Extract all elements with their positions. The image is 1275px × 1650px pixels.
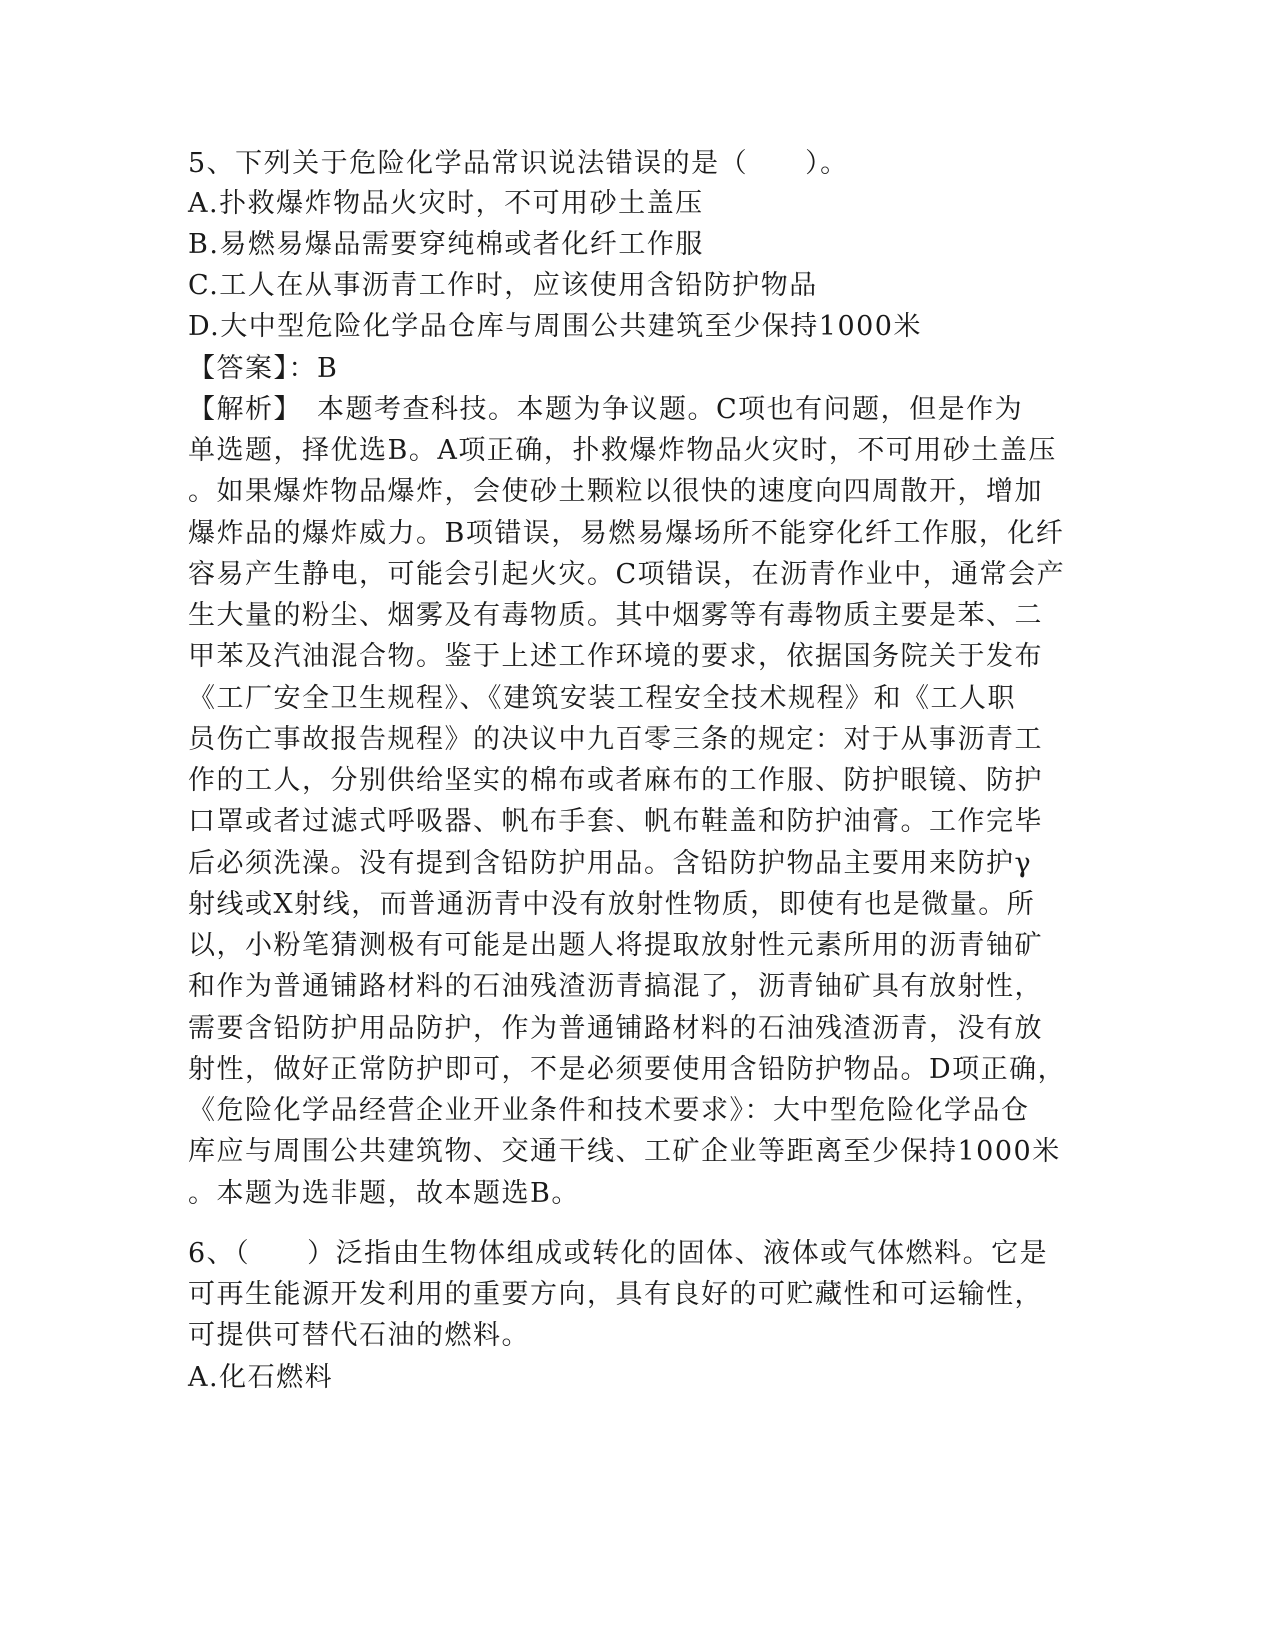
analysis-line: 《工厂安全卫生规程》、《建筑安装工程安全技术规程》和《工人职 xyxy=(188,683,1016,714)
analysis-line: 库应与周围公共建筑物、交通干线、工矿企业等距离至少保持1000米 xyxy=(188,1136,1061,1167)
question-5-option-b: B.易燃易爆品需要穿纯棉或者化纤工作服 xyxy=(188,229,704,260)
analysis-line: 以，小粉笔猜测极有可能是出题人将提取放射性元素所用的沥青铀矿 xyxy=(188,930,1043,961)
analysis-line: 。本题为选非题，故本题选B。 xyxy=(188,1178,580,1209)
analysis-line: 需要含铅防护用品防护，作为普通铺路材料的石油残渣沥青，没有放 xyxy=(188,1013,1043,1044)
question-5-stem: 5、下列关于危险化学品常识说法错误的是（ ）。 xyxy=(188,148,849,179)
analysis-line: 单选题，择优选B。A项正确，扑救爆炸物品火灾时，不可用砂土盖压 xyxy=(188,435,1057,466)
question-5-option-c: C.工人在从事沥青工作时，应该使用含铅防护物品 xyxy=(188,270,818,301)
question-5-option-d: D.大中型危险化学品仓库与周围公共建筑至少保持1000米 xyxy=(188,311,922,342)
analysis-line: 容易产生静电，可能会引起火灾。C项错误，在沥青作业中，通常会产 xyxy=(188,559,1066,590)
question-5-answer: 【答案】：B xyxy=(188,353,339,384)
question-5-option-a: A.扑救爆炸物品火灾时，不可用砂土盖压 xyxy=(188,188,704,219)
question-6-stem-line: 6、（ ）泛指由生物体组成或转化的固体、液体或气体燃料。它是 xyxy=(188,1238,1049,1269)
analysis-line: 爆炸品的爆炸威力。B项错误，易燃易爆场所不能穿化纤工作服，化纤 xyxy=(188,518,1065,549)
analysis-line: 。如果爆炸物品爆炸，会使砂土颗粒以很快的速度向四周散开，增加 xyxy=(188,476,1043,507)
analysis-line: 射性，做好正常防护即可，不是必须要使用含铅防护物品。D项正确， xyxy=(188,1054,1067,1085)
analysis-line: 生大量的粉尘、烟雾及有毒物质。其中烟雾等有毒物质主要是苯、二 xyxy=(188,600,1043,631)
analysis-line: 后必须洗澡。没有提到含铅防护用品。含铅防护物品主要用来防护γ xyxy=(188,848,1033,879)
analysis-line: 射线或X射线，而普通沥青中没有放射性物质，即使有也是微量。所 xyxy=(188,889,1036,920)
analysis-line: 《危险化学品经营企业开业条件和技术要求》：大中型危险化学品仓 xyxy=(188,1095,1030,1126)
analysis-line: 和作为普通铺路材料的石油残渣沥青搞混了，沥青铀矿具有放射性， xyxy=(188,971,1043,1002)
question-6-stem-line: 可再生能源开发利用的重要方向，具有良好的可贮藏性和可运输性， xyxy=(188,1279,1043,1310)
analysis-line: 作的工人，分别供给坚实的棉布或者麻布的工作服、防护眼镜、防护 xyxy=(188,765,1043,796)
question-6-stem-line: 可提供可替代石油的燃料。 xyxy=(188,1320,530,1351)
analysis-line: 口罩或者过滤式呼吸器、帆布手套、帆布鞋盖和防护油膏。工作完毕 xyxy=(188,806,1043,837)
question-6-option-a: A.化石燃料 xyxy=(188,1362,334,1393)
analysis-line: 员伤亡事故报告规程》的决议中九百零三条的规定：对于从事沥青工 xyxy=(188,724,1043,755)
analysis-line: 【解析】 本题考查科技。本题为争议题。C项也有问题，但是作为 xyxy=(188,394,1024,425)
analysis-line: 甲苯及汽油混合物。鉴于上述工作环境的要求，依据国务院关于发布 xyxy=(188,641,1043,672)
